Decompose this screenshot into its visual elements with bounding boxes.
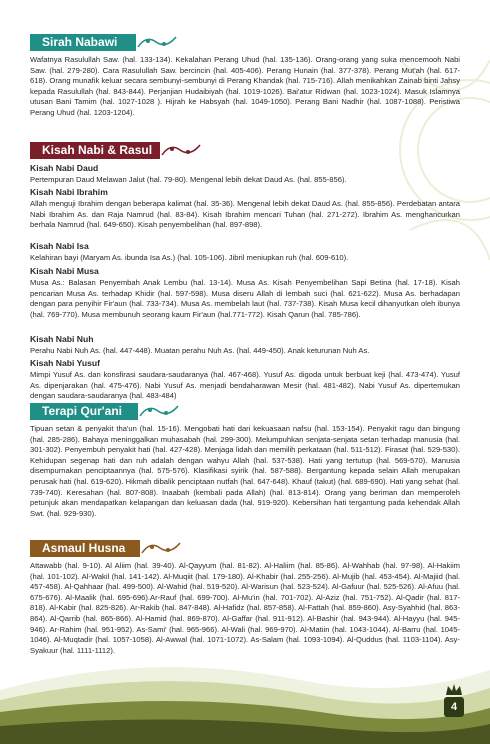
page-number: 4 (444, 697, 464, 717)
asmaul-ornament-icon (140, 539, 182, 557)
kisah-yusuf-title: Kisah Nabi Yusuf (30, 358, 101, 368)
terapi-title: Terapi Qur'ani (42, 404, 122, 418)
kisah-title: Kisah Nabi & Rasul (42, 143, 153, 157)
sirah-text: Wafatnya Rasulullah Saw. (hal. 133-134). Kekalahan Perang Uhud (hal. 135-136). Orang-orang yang suka mencemooh Nabi Saw. (hal. 279-280). Cara Rasulullah Saw. bercincin (hal. 405-406). Perang Hunain (hal. 377-378). Perang Mut'ah (hal. 617-618). Orang munafik keluar secara sembunyi-sembunyi di Perang Khandak (hal. 715-716). Allah menikahkan Zainab binti Jahsy kepada Rasulullah (hal. 843-844). Perjanjian Hudaibiyah (hal. 1019-1026). Bai'atur Ridwan (hal. 1023-1024). Masuk Islamnya utusan Bani Tamim (hal. 1027-1028 ). Hijrah ke Habsyah (hal. 1049-1050). Perang Bani Nadhir (hal. 1087-1088). Peristiwa Perang Uhud (hal. 1203-1204). (30, 55, 460, 117)
kisah-musa-text: Musa As.: Balasan Penyembah Anak Lembu (hal. 13-14). Musa As. Kisah Penyembelihan Sapi Betina (hal. 17-18). Kisah pencarian Musa As. terhadap Khidir (hal. 597-598). Musa diseru Allah di lembah suci (hal. 621-622). Musa As. berhadapan dengan para penyihir Fir'aun (hal. 733-734). Musa As. membelah laut (hal. 737-738). Kisah Musa kecil dihanyutkan oleh ibunya (hal. 769-770). Musa membunuh seorang kaum Fir'aun (hal.771-772). Kisah Qarun (hal. 785-786). (30, 278, 460, 319)
kisah-musa-title: Kisah Nabi Musa (30, 266, 99, 276)
kisah-daud-text: Pertempuran Daud Melawan Jalut (hal. 79-80). Mengenal lebih dekat Daud As. (hal. 855-856). (30, 175, 347, 184)
sirah-title: Sirah Nabawi (42, 35, 118, 49)
asmaul-header (30, 540, 140, 557)
asmaul-title: Asmaul Husna (42, 541, 126, 555)
kisah-ibrahim-title: Kisah Nabi Ibrahim (30, 187, 108, 197)
terapi-header (30, 403, 138, 420)
kisah-isa-text: Kelahiran bayi (Maryam As. ibunda Isa As.) (hal. 105-106). Jibril meniupkan ruh (hal. 609-610). (30, 253, 349, 262)
kisah-nuh-text: Perahu Nabi Nuh As. (hal. 447-448). Muatan perahu Nuh As. (hal. 449-450). Anak keturunan Nuh As. (30, 346, 370, 355)
kisah-yusuf-text: Mimpi Yusuf As. dan konsfirasi saudara-saudaranya (hal. 467-468). Yusuf As. digoda untuk berbuat keji (hal. 473-474). Yusuf As. dipenjarakan (hal. 475-476). Nabi Yusuf As. menjadi bendaharawan Mesir (hal. 481-482). Nabi Yusuf As. dipertemukan dengan saudara-saudaranya (hal. 483-484) (30, 370, 460, 401)
kisah-ornament-icon (160, 141, 202, 159)
kisah-nuh-title: Kisah Nabi Nuh (30, 334, 94, 344)
kisah-header (30, 142, 160, 159)
terapi-ornament-icon (138, 402, 180, 420)
kisah-isa-title: Kisah Nabi Isa (30, 241, 89, 251)
sirah-ornament-icon (136, 33, 178, 51)
kisah-daud-title: Kisah Nabi Daud (30, 163, 99, 173)
asmaul-text: Attawabb (hal. 9-10). Al Aliim (hal. 39-40). Al-Qayyum (hal. 81-82). Al-Haliim (hal. 85-86). Al-Wahhab (hal. 97-98). Al-Hakiim (hal. 101-102). Al-Wakil (hal. 141-142). Al-Muqiit (hal. 179-180). Al-Khabir (hal. 255-256). Al-Mujib (hal. 453-454). Al-Majiid (hal. 457-458). Al-Qahhaar (hal. 499-500). Al-Wahid (hal. 519-520). Al-Warisun (hal. 523-524). Al-Gafuur (hal. 525-526). Al-Afuu (hal. 675-676). Al-Maalik (hal. 695-696).Ar-Rauf (hal. 699-700). Al-Mu'in (hal. 701-702). Al-Aziz (hal. 751-752). Al-Qadir (hal. 817-818). Al-Kabir (hal. 825-826). Ar-Rakib (hal. 847-848). Al-Hafidz (hal. 857-858). Al-Fattah (hal. 859-860). Asy-Syahhid (hal. 863-864). Al-Qarrib (hal. 865-866). Al-Hamid (hal. 869-870). Al-Gaffar (hal. 911-912). Al-Bashir (hal. 943-944). Al-Hayyu (hal. 945-946). Ar-Rahim (hal. 951-952). As-Sami' (hal. 965-966). Al-Wali (hal. 969-970). Al-Matiin (hal. 1043-1044). Al-Barru (hal. 1045-1046). Al-Muqtadir (hal. 1057-1058). Al-Awwal (hal. 1071-1072). As-Salam (hal. 1093-1094). Al-Quddus (hal. 1103-1104). Asy-Syakuur (hal. 1111-1112). (30, 561, 460, 655)
kisah-ibrahim-text: Allah menguji Ibrahim dengan beberapa kalimat (hal. 35-36). Mengenal lebih dekat Daud As. (hal. 855-856). Perdebatan antara Nabi Ibrahim As. dan Raja Namrud (hal. 83-84). Kisah Ibrahim mencari Tuhan (hal. 271-272). Ibrahim As. menghancurkan berhala Namrud (hal. 649-650). Kisah penyembelihan (hal. 897-898). (30, 199, 460, 230)
terapi-text: Tipuan setan & penyakit tha'un (hal. 15-16). Mengobati hati dari kekuasaan nafsu (hal. 153-154). Penyakit ragu dan bingung (hal. 285-286). Bahaya meninggalkan muhasabah (hal. 299-300). Melumpuhkan senjata-senjata setan terhadap manusia (hal. 301-302). Penyembuh penyakit hati (hal. 427-428). Menjaga lidah dan memilih perkataan (hal. 511-512). Firasat (hal. 529-530). Kehidupan segenap hati dan ruh adalah dengan wahyu Allah (hal. 537-538). Hati yang tertutup (hal. 569-570). Manusia disempurnakan penciptaannya (hal. 575-576). Klasifikasi syirik (hal. 587-588). Bergantung kepada selain Allah merupakan perusak hati (hal. 619-620). Hikmah dibalik penciptaan nutfah (hal. 647-648). Khauf (takut) (hal. 689-690). Hati yang sehat (hal. 739-740). Keresahan (hal. 807-808). Inaabah (kembali pada Allah) (hal. 813-814). Orang yang beriman dan memperoleh petunjuk akan mendapatkan kelapangan dan keluasan dada (hal. 919-920). Kebersihan hati tergantung pada kehendak Allah Swt. (hal. 929-930). (30, 424, 460, 518)
crown-ornament-icon (444, 682, 464, 696)
sirah-header (30, 34, 136, 51)
